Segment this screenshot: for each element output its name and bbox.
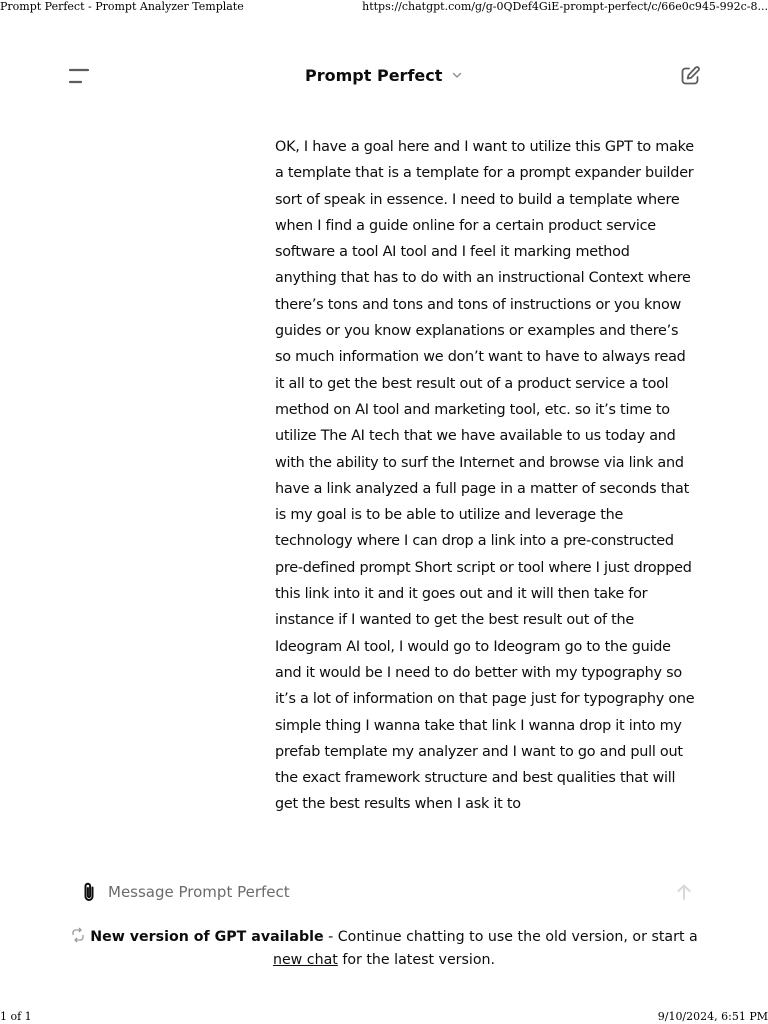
model-name: Prompt Perfect	[305, 66, 443, 85]
print-page-url: https://chatgpt.com/g/g-0QDef4GiE-prompt-perfect/c/66e0c945-992c-8...	[362, 0, 768, 13]
notice-headline: New version of GPT available	[90, 929, 324, 945]
user-message-text: OK, I have a goal here and I want to utilize this GPT to make a template that is a template for a prompt expander builder sort of speak in essence. I need to build a template where when I find a guide online for a certain product service software a tool AI tool and I feel it marking method anything that has to do with an instructional Context where there’s tons and tons and tons of instructions or you know guides or you know explanations or examples and there’s so much information we don’t want to have to always read it all to get the best result out of a product service a tool method on AI tool and marketing tool, etc. so it’s time to utilize The AI tech that we have available to us today and with the ability to surf the Internet and browse via link and have a link analyzed a full page in a matter of seconds that is my goal is to be able to utilize and leverage the technology where I can drop a link into a pre-constructed pre-defined prompt Short script or tool where I just dropped this link into it and it goes out and it will then take for instance if I wanted to get the best result out of the Ideogram AI tool, I would go to Ideogram go to the guide and it would be I need to do better with my typography so it’s a lot of information on that page just for typography one simple thing I wanna take that link I wanna drop it into my prefab template my analyzer and I want to go and pull out the exact framework structure and best qualities that will get the best results when I ask it to	[275, 139, 695, 813]
user-message	[275, 134, 695, 866]
new-version-notice	[60, 926, 708, 972]
print-page-title: Prompt Perfect - Prompt Analyzer Template	[0, 0, 244, 13]
notice-text: - Continue chatting to use the old version, or start a	[323, 929, 698, 945]
print-datetime: 9/10/2024, 6:51 PM	[657, 1010, 768, 1023]
new-chat-link[interactable]: new chat	[272, 952, 338, 968]
message-composer	[68, 872, 708, 912]
model-switcher[interactable]	[0, 64, 768, 88]
refresh-icon	[70, 927, 86, 943]
edit-icon	[678, 64, 702, 88]
new-chat-button[interactable]	[678, 64, 702, 88]
notice-suffix: for the latest version.	[337, 952, 496, 968]
top-bar	[0, 56, 768, 96]
arrow-up-icon	[672, 880, 696, 904]
chevron-down-icon	[451, 69, 463, 81]
send-button[interactable]	[672, 880, 696, 904]
print-page-number: 1 of 1	[0, 1010, 32, 1023]
message-input[interactable]	[108, 876, 648, 908]
paperclip-icon	[78, 880, 100, 904]
attach-file-button[interactable]	[78, 880, 100, 904]
